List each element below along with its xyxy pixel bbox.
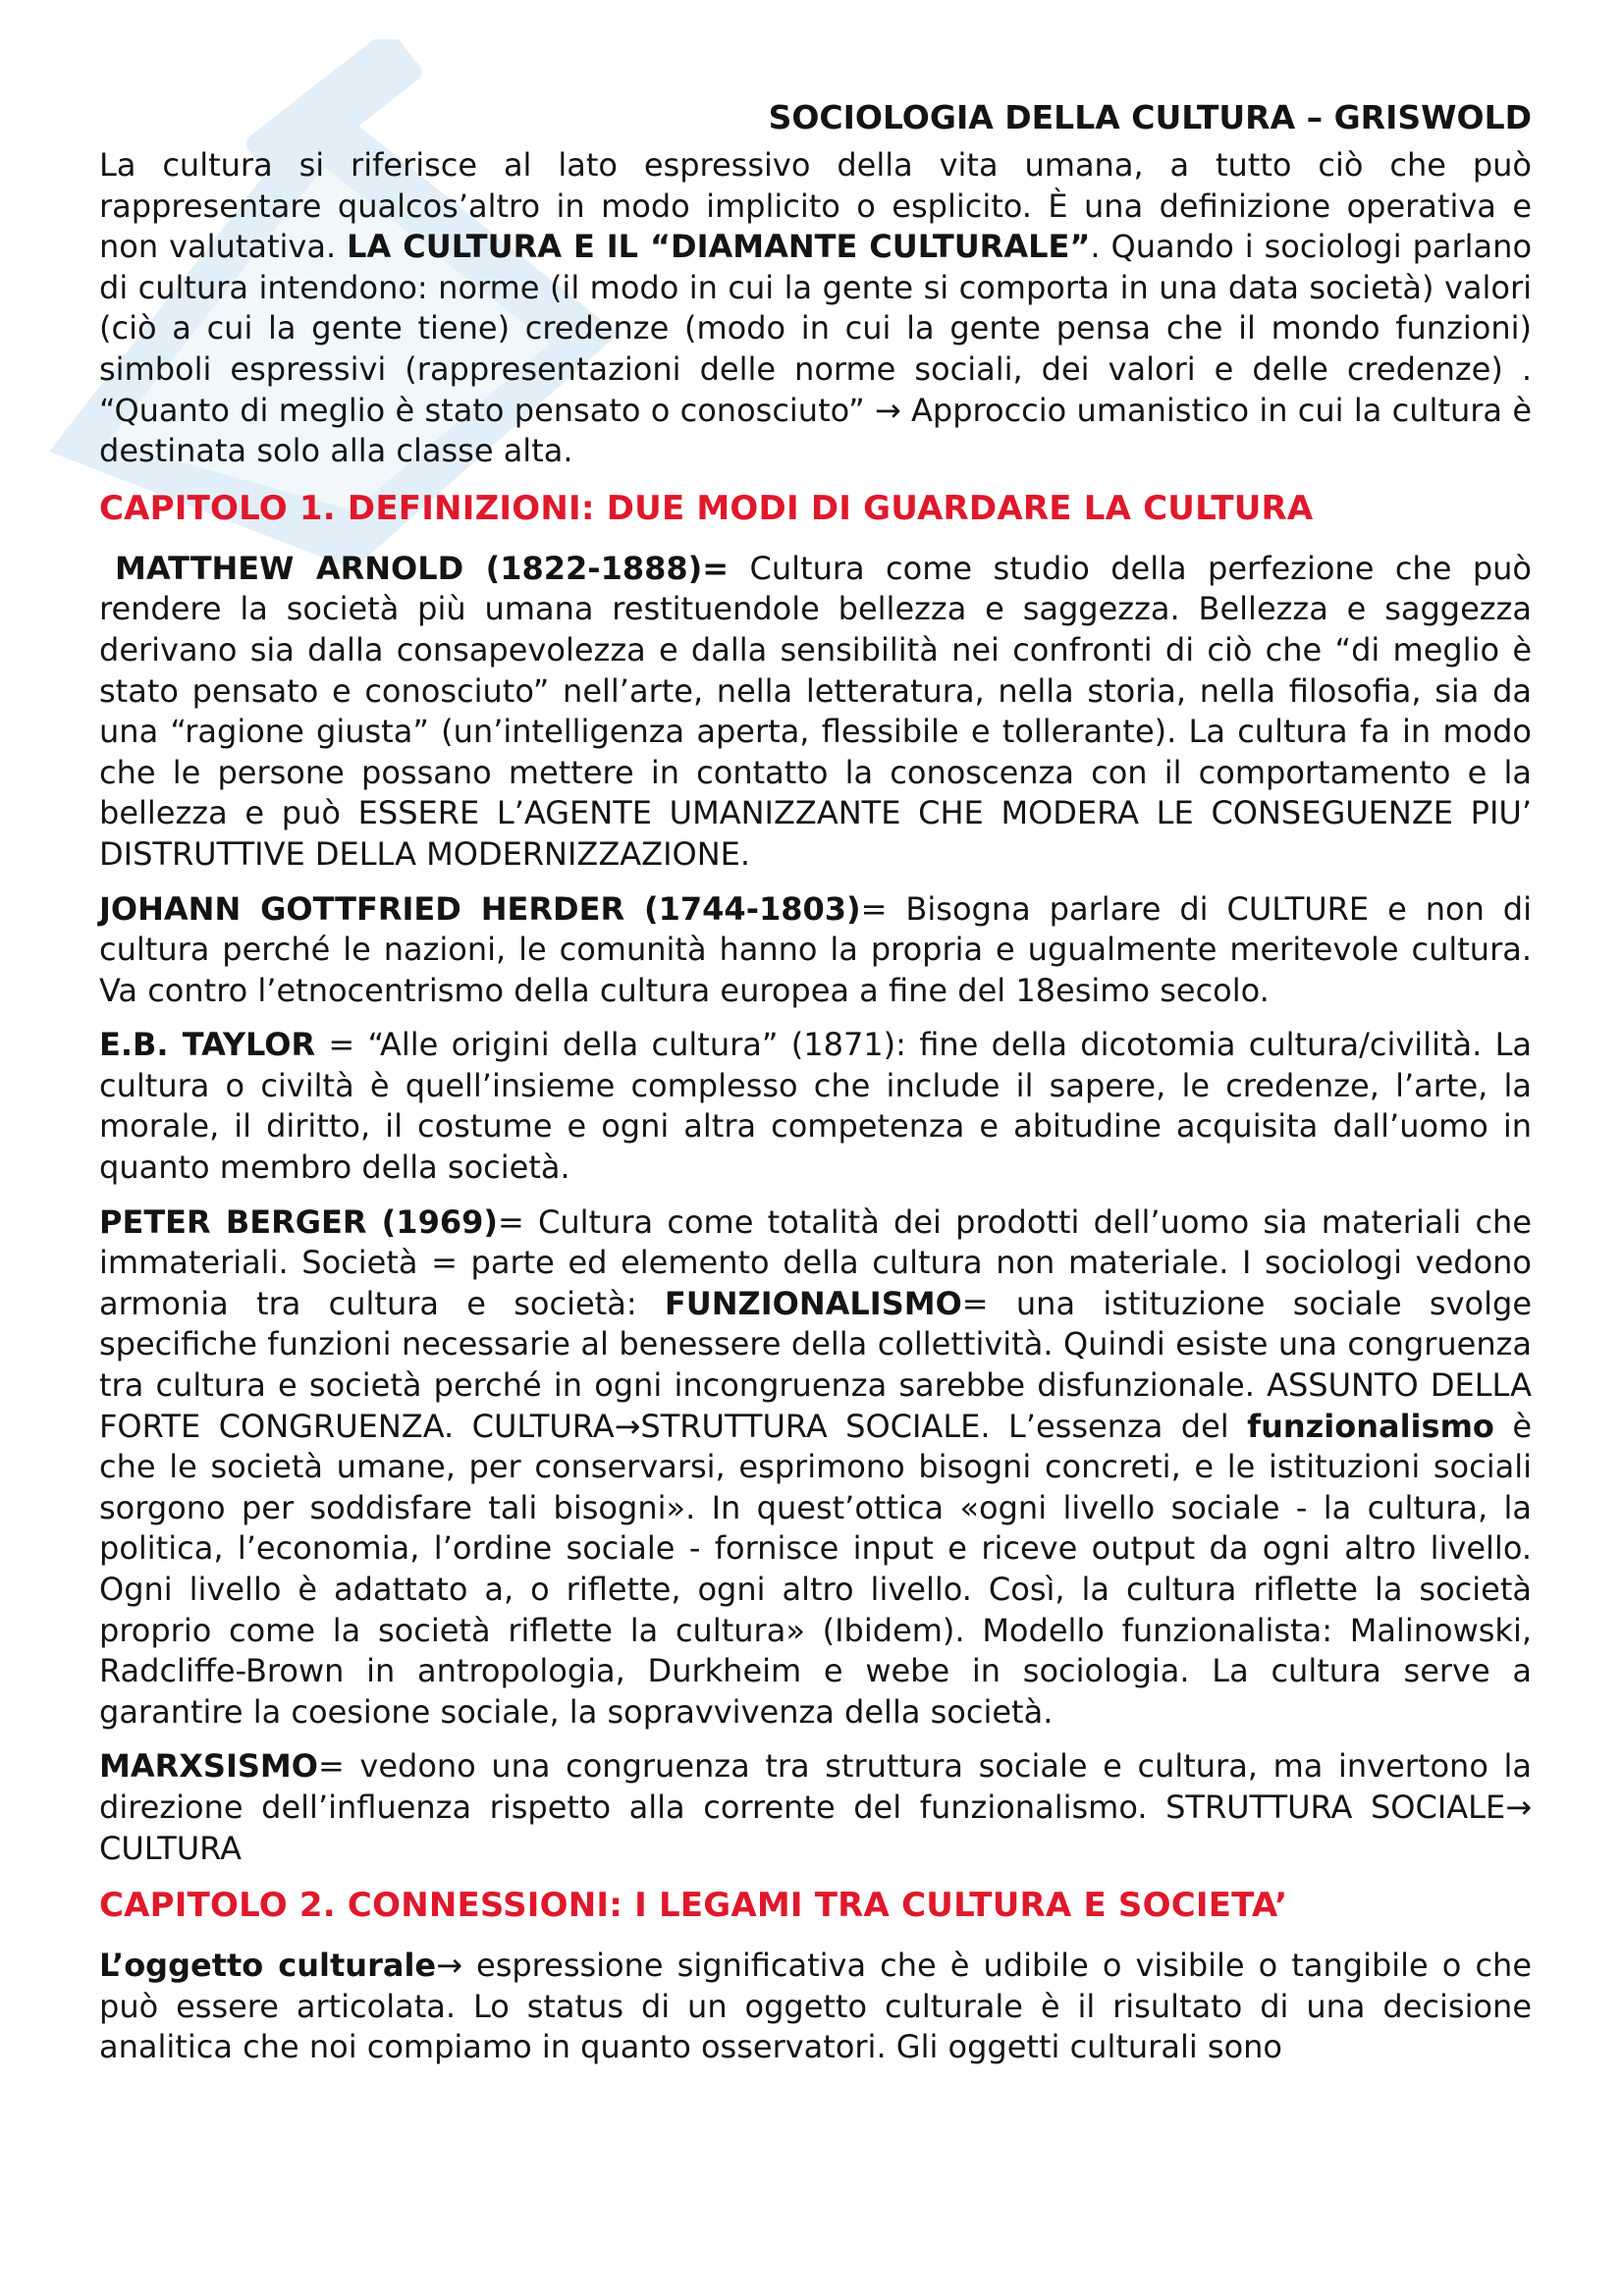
berger-label: PETER BERGER (1969) [99, 1202, 498, 1241]
herder-text: = Bisogna parlare di CULTURE e non di cultura perché le nazioni, le comunità hanno la propria e ugualmente meritevole cultura. Va contro l’etnocentrismo della cultura europea a fine del 18esimo secolo. [99, 889, 1533, 1009]
chapter-2-heading: CAPITOLO 2. CONNESSIONI: I LEGAMI TRA CULTURA E SOCIETA’ [99, 1886, 1288, 1926]
oggetto-label: L’oggetto culturale [99, 1947, 437, 1985]
marxismo-paragraph [99, 1746, 1532, 1869]
intro-text-1: La cultura si riferisce al lato espressivo della vita umana, a tutto ciò che può rappresentare qualcos’altro in modo implicito o esplicito. È una definizione operativa e non valutativa. [99, 146, 1532, 266]
taylor-label: E.B. TAYLOR [99, 1026, 316, 1064]
berger-text-3: è che le società umane, per conservarsi, esprimono bisogni concreti, e le istituzioni sociali sorgono per soddisfare tali bisogni». In quest’ottica «ogni livello sociale - la cultura, la politica, l’economia, l’ordine sociale - fornisce input e riceve output da ogni altro livello. Ogni livello è adattato a, o riflette, ogni altro livello. Così, la cultura riflette la società proprio come la società riflette la cultura» (Ibidem). Modello funzionalista: Malinowski, Radcliffe-Brown in antropologia, Durkheim e webe in sociologia. La cultura serve a garantire la coesione sociale, la sopravvivenza della società. [99, 1407, 1533, 1731]
oggetto-text: → espressione significativa che è udibile o visibile o tangibile o che può essere articolata. Lo status di un oggetto culturale è il risultato di una decisione analitica che noi compiamo in quanto osservatori. Gli oggetti culturali sono [99, 1947, 1533, 2066]
taylor-text: = “Alle origini della cultura” (1871): fine della dicotomia cultura/civilità. La cultura o civiltà è quell’insieme complesso che include il sapere, le credenze, l’arte, la morale, il diritto, il costume e ogni altra competenza e abitudine acquisita dall’uomo in quanto membro della società. [99, 1026, 1533, 1187]
marxismo-text: = vedono una congruenza tra struttura sociale e cultura, ma invertono la direzione dell’influenza rispetto alla corrente del funzionalismo. STRUTTURA SOCIALE→ CULTURA [99, 1747, 1532, 1867]
arnold-text: Cultura come studio della perfezione che può rendere la società più umana restituendole bellezza e saggezza. Bellezza e saggezza derivano sia dalla consapevolezza e dalla sensibilità nei confronti di ciò che “di meglio è stato pensato e conosciuto” nell’arte, nella letteratura, nella storia, nella filosofia, sia da una “ragione giusta” (un’intelligenza aperta, flessibile e tollerante). La cultura fa in modo che le persone possano mettere in contatto la conoscenza con il comportamento e la bellezza e può ESSERE L’AGENTE UMANIZZANTE CHE MODERA LE CONSEGUENZE PIU’ DISTRUTTIVE DELLA MODERNIZZAZIONE. [99, 549, 1533, 873]
herder-label: JOHANN GOTTFRIED HERDER (1744-1803) [99, 889, 861, 928]
berger-paragraph [99, 1202, 1532, 1734]
taylor-paragraph [99, 1025, 1532, 1188]
arnold-paragraph [99, 549, 1532, 876]
herder-paragraph [99, 889, 1532, 1012]
berger-text-1: = Cultura come totalità dei prodotti dell’uomo sia materiali che immateriali. Società = parte ed elemento della cultura non materiale. I sociologi vedono armonia tra cultura e società: [99, 1202, 1533, 1322]
funzionalismo-term: funzionalismo [1247, 1407, 1494, 1445]
arnold-label: MATTHEW ARNOLD (1822-1888)= [115, 549, 730, 587]
intro-paragraph [99, 145, 1532, 472]
berger-text-2: = una istituzione sociale svolge specifiche funzioni necessarie al benessere della collettività. Quindi esiste una congruenza tra cultura e società perché in ogni incongruenza sarebbe disfunzionale. ASSUNTO DELLA FORTE CONGRUENZA. CULTURA→STRUTTURA SOCIALE. L’essenza del [99, 1284, 1533, 1445]
chapter-1-heading: CAPITOLO 1. DEFINIZIONI: DUE MODI DI GUARDARE LA CULTURA [99, 488, 1314, 528]
oggetto-paragraph [99, 1946, 1532, 2068]
intro-text-2: . Quando i sociologi parlano di cultura intendono: norme (il modo in cui la gente si comporta in una data società) valori (ciò a cui la gente tiene) credenze (modo in cui la gente pensa che il mondo funzioni) simboli espressivi (rappresentazioni delle norme sociali, dei valori e delle credenze) . “Quanto di meglio è stato pensato o conosciuto” → Approccio umanistico in cui la cultura è destinata solo alla classe alta. [99, 228, 1533, 470]
diamante-culturale-heading: LA CULTURA E IL “DIAMANTE CULTURALE” [347, 228, 1091, 266]
funzionalismo-label: FUNZIONALISMO [664, 1284, 962, 1322]
document-page [99, 96, 1532, 2082]
marxismo-label: MARXSISMO [99, 1747, 318, 1786]
document-title: SOCIOLOGIA DELLA CULTURA – GRISWOLD [768, 98, 1532, 136]
